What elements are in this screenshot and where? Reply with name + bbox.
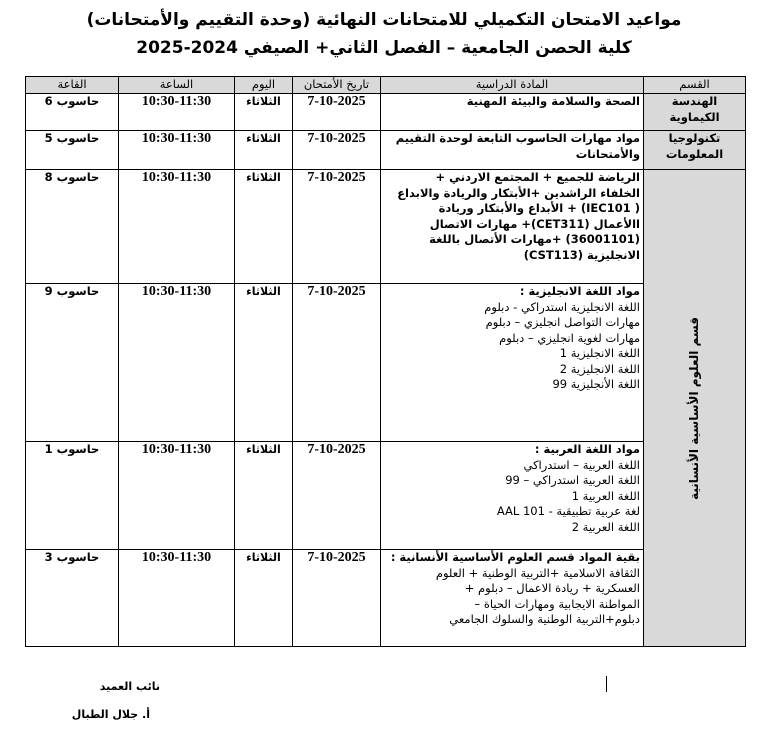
header-time: الساعة	[119, 77, 235, 94]
subject-heading: مواد اللغة الانجليزية :	[519, 284, 640, 298]
table-row	[26, 170, 746, 284]
header-date: تاريخ الأمتحان	[293, 77, 381, 94]
subject-line: اللغة العربية استدراكي – 99	[505, 473, 640, 487]
date-cell: 7-10-2025	[293, 170, 381, 284]
text-cursor	[606, 676, 607, 692]
dept-cell-merged	[644, 170, 746, 647]
subject-line: الخلفاء الراشدين +الأبتكار والريادة والابداع	[397, 185, 640, 200]
subject-line: اللغة العربية – استدراكي	[523, 457, 640, 472]
subject-line: والأمتحانات	[575, 146, 640, 161]
subject-line: (36001101) +مهارات الأتصال باللغة	[429, 232, 640, 246]
time-cell: 10:30-11:30	[119, 170, 235, 284]
day-cell: الثلاثاء	[235, 131, 293, 170]
subject-line: العسكرية + ريادة الاعمال – دبلوم +	[464, 581, 640, 595]
room-cell: حاسوب 1	[26, 442, 119, 550]
time-cell: 10:30-11:30	[119, 284, 235, 442]
date-cell: 7-10-2025	[293, 131, 381, 170]
signature-role: نائب العميد	[99, 680, 160, 693]
subject-cell	[381, 442, 644, 550]
subject-cell	[381, 170, 644, 284]
subject-line: الصحة والسلامة والبيئة المهنية	[466, 94, 640, 108]
dept-cell: تكنولوجيا المعلومات	[644, 131, 746, 170]
subject-line: المواطنة الايجابية ومهارات الحياة –	[474, 596, 640, 611]
header-day: اليوم	[235, 77, 293, 94]
subject-line: لغة عربية تطبيقية - AAL 101	[496, 504, 640, 518]
subject-line: ( IEC101) + الأبداع والأبتكار وريادة	[438, 201, 640, 215]
time-cell: 10:30-11:30	[119, 550, 235, 647]
header-dept: القسم	[644, 77, 746, 94]
subject-heading: مواد اللغة العربية :	[534, 442, 640, 456]
date-cell: 7-10-2025	[293, 442, 381, 550]
subject-line: الرياضة للجميع + المجتمع الاردني +	[435, 170, 640, 184]
header-row	[26, 77, 746, 94]
subject-line: اللغة العربية 1	[571, 488, 640, 503]
subject-cell	[381, 94, 644, 131]
header-subject: المادة الدراسية	[381, 77, 644, 94]
table-row	[26, 442, 746, 550]
dept-cell: الهندسة الكيماوية	[644, 94, 746, 131]
day-cell: الثلاثاء	[235, 442, 293, 550]
subject-line: اللغة الانجليزية 2	[559, 361, 640, 376]
day-cell: الثلاثاء	[235, 94, 293, 131]
signature-name: أ. جلال الطبال	[71, 708, 150, 721]
room-cell: حاسوب 8	[26, 170, 119, 284]
merged-dept-label: قسم العلوم الأساسية الأنسانية	[686, 316, 701, 500]
subject-cell	[381, 550, 644, 647]
title-line-2: كلية الحصن الجامعية – الفصل الثاني+ الصيفي 2024-2025	[136, 38, 632, 58]
time-cell: 10:30-11:30	[119, 94, 235, 131]
date-cell: 7-10-2025	[293, 94, 381, 131]
room-cell: حاسوب 6	[26, 94, 119, 131]
room-cell: حاسوب 9	[26, 284, 119, 442]
subject-line: اللغة الانجليزية استدراكي - دبلوم	[484, 299, 640, 314]
day-cell: الثلاثاء	[235, 550, 293, 647]
date-cell: 7-10-2025	[293, 284, 381, 442]
table-row	[26, 550, 746, 647]
subject-line: مهارات لغوية انجليزي – دبلوم	[499, 330, 640, 345]
subject-line: الثقافة الاسلامية +التربية الوطنية + العلوم	[435, 565, 640, 580]
time-cell: 10:30-11:30	[119, 131, 235, 170]
exam-schedule-table	[25, 76, 746, 647]
header-room: القاعة	[26, 77, 119, 94]
subject-heading: بقية المواد قسم العلوم الأساسية الأنسانية :	[390, 550, 640, 564]
subject-line: الانجليزية (CST113)	[523, 247, 640, 262]
subject-line: اللغة الانجليزية 1	[559, 346, 640, 360]
day-cell: الثلاثاء	[235, 284, 293, 442]
subject-line: اللغة الأنجليزية 99	[552, 377, 640, 391]
day-cell: الثلاثاء	[235, 170, 293, 284]
table-row	[26, 94, 746, 131]
subject-cell	[381, 284, 644, 442]
room-cell: حاسوب 5	[26, 131, 119, 170]
table-row	[26, 131, 746, 170]
subject-cell	[381, 131, 644, 170]
title-line-1: مواعيد الامتحان التكميلي للامتحانات النهائية (وحدة التقييم والأمتحانات)	[86, 10, 682, 30]
time-cell: 10:30-11:30	[119, 442, 235, 550]
subject-line: دبلوم+التربية الوطنية والسلوك الجامعي	[449, 612, 640, 626]
room-cell: حاسوب 3	[26, 550, 119, 647]
subject-line: االأعمال (CET311)+ مهارات الاتصال	[429, 216, 640, 231]
table-row	[26, 284, 746, 442]
subject-line: مهارات التواصل انجليزي – دبلوم	[485, 315, 640, 329]
date-cell: 7-10-2025	[293, 550, 381, 647]
subject-line: اللغة العربية 2	[571, 519, 640, 534]
subject-line: مواد مهارات الحاسوب التابعة لوحدة التقييم	[395, 131, 640, 145]
